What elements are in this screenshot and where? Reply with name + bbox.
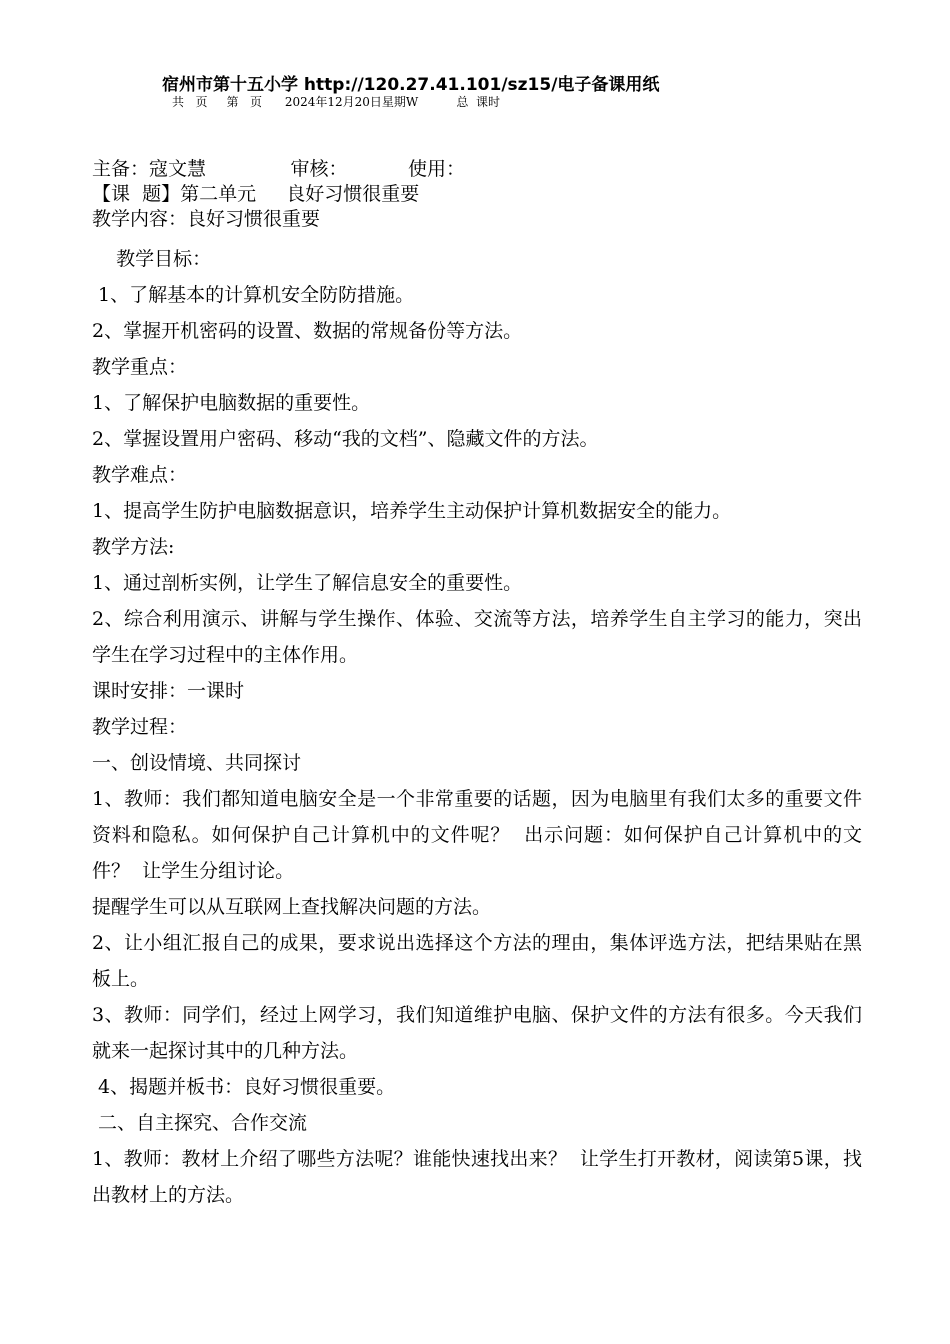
- step-1-4: 4、揭题并板书：良好习惯很重要。: [92, 1076, 396, 1098]
- schedule-line: 课时安排：一课时: [92, 680, 245, 702]
- key-point-1: 1、了解保护电脑数据的重要性。: [92, 392, 371, 414]
- section-1-heading: 一、创设情境、共同探讨: [92, 752, 302, 774]
- method-1: 1、通过剖析实例，让学生了解信息安全的重要性。: [92, 572, 523, 594]
- header-title: 宿州市第十五小学 http://120.27.41.101/sz15/电子备课用纸: [162, 75, 660, 95]
- objective-1: 1、了解基本的计算机安全防防措施。: [92, 284, 415, 306]
- section-2-heading: 二、自主探究、合作交流: [92, 1112, 308, 1134]
- step-1-1: 1、教师：我们都知道电脑安全是一个非常重要的话题，因为电脑里有我们太多的重要文件资料和隐私。如何保护自己计算机中的文件呢？ 出示问题：如何保护自己计算机中的文件？ 让学生分组讨论。: [92, 788, 862, 882]
- key-point-2: 2、掌握设置用户密码、移动“我的文档”、隐藏文件的方法。: [92, 428, 599, 450]
- key-points-heading: 教学重点：: [92, 356, 188, 378]
- step-1-2: 2、让小组汇报自己的成果，要求说出选择这个方法的理由，集体评选方法，把结果贴在黑板上。: [92, 932, 862, 990]
- content-line: 教学内容：良好习惯很重要: [92, 208, 321, 230]
- difficulty-1: 1、提高学生防护电脑数据意识，培养学生主动保护计算机数据安全的能力。: [92, 500, 732, 522]
- preparer-line: 主备：寇文慧 审核： 使用：: [92, 158, 465, 180]
- step-1-3: 3、教师：同学们，经过上网学习，我们知道维护电脑、保护文件的方法有很多。今天我们就来一起探讨其中的几种方法。: [92, 1004, 862, 1062]
- lesson-body: [92, 241, 862, 1213]
- methods-heading: 教学方法:: [92, 536, 175, 558]
- process-heading: 教学过程：: [92, 716, 188, 738]
- objective-2: 2、掌握开机密码的设置、数据的常规备份等方法。: [92, 320, 523, 342]
- method-2: 2、综合利用演示、讲解与学生操作、体验、交流等方法，培养学生自主学习的能力，突出学生在学习过程中的主体作用。: [92, 608, 862, 666]
- step-1-note: 提醒学生可以从互联网上查找解决问题的方法。: [92, 896, 492, 918]
- difficulties-heading: 教学难点：: [92, 464, 188, 486]
- step-2-1: 1、教师：教材上介绍了哪些方法呢？谁能快速找出来？ 让学生打开教材，阅读第5课，找出教材上的方法。: [92, 1148, 862, 1206]
- objectives-heading: 教学目标：: [92, 248, 212, 270]
- topic-line: 【课 题】第二单元 良好习惯很重要: [92, 183, 420, 205]
- header-meta: 共 页 第 页 2024年12月20日星期W 总 课时: [172, 95, 501, 109]
